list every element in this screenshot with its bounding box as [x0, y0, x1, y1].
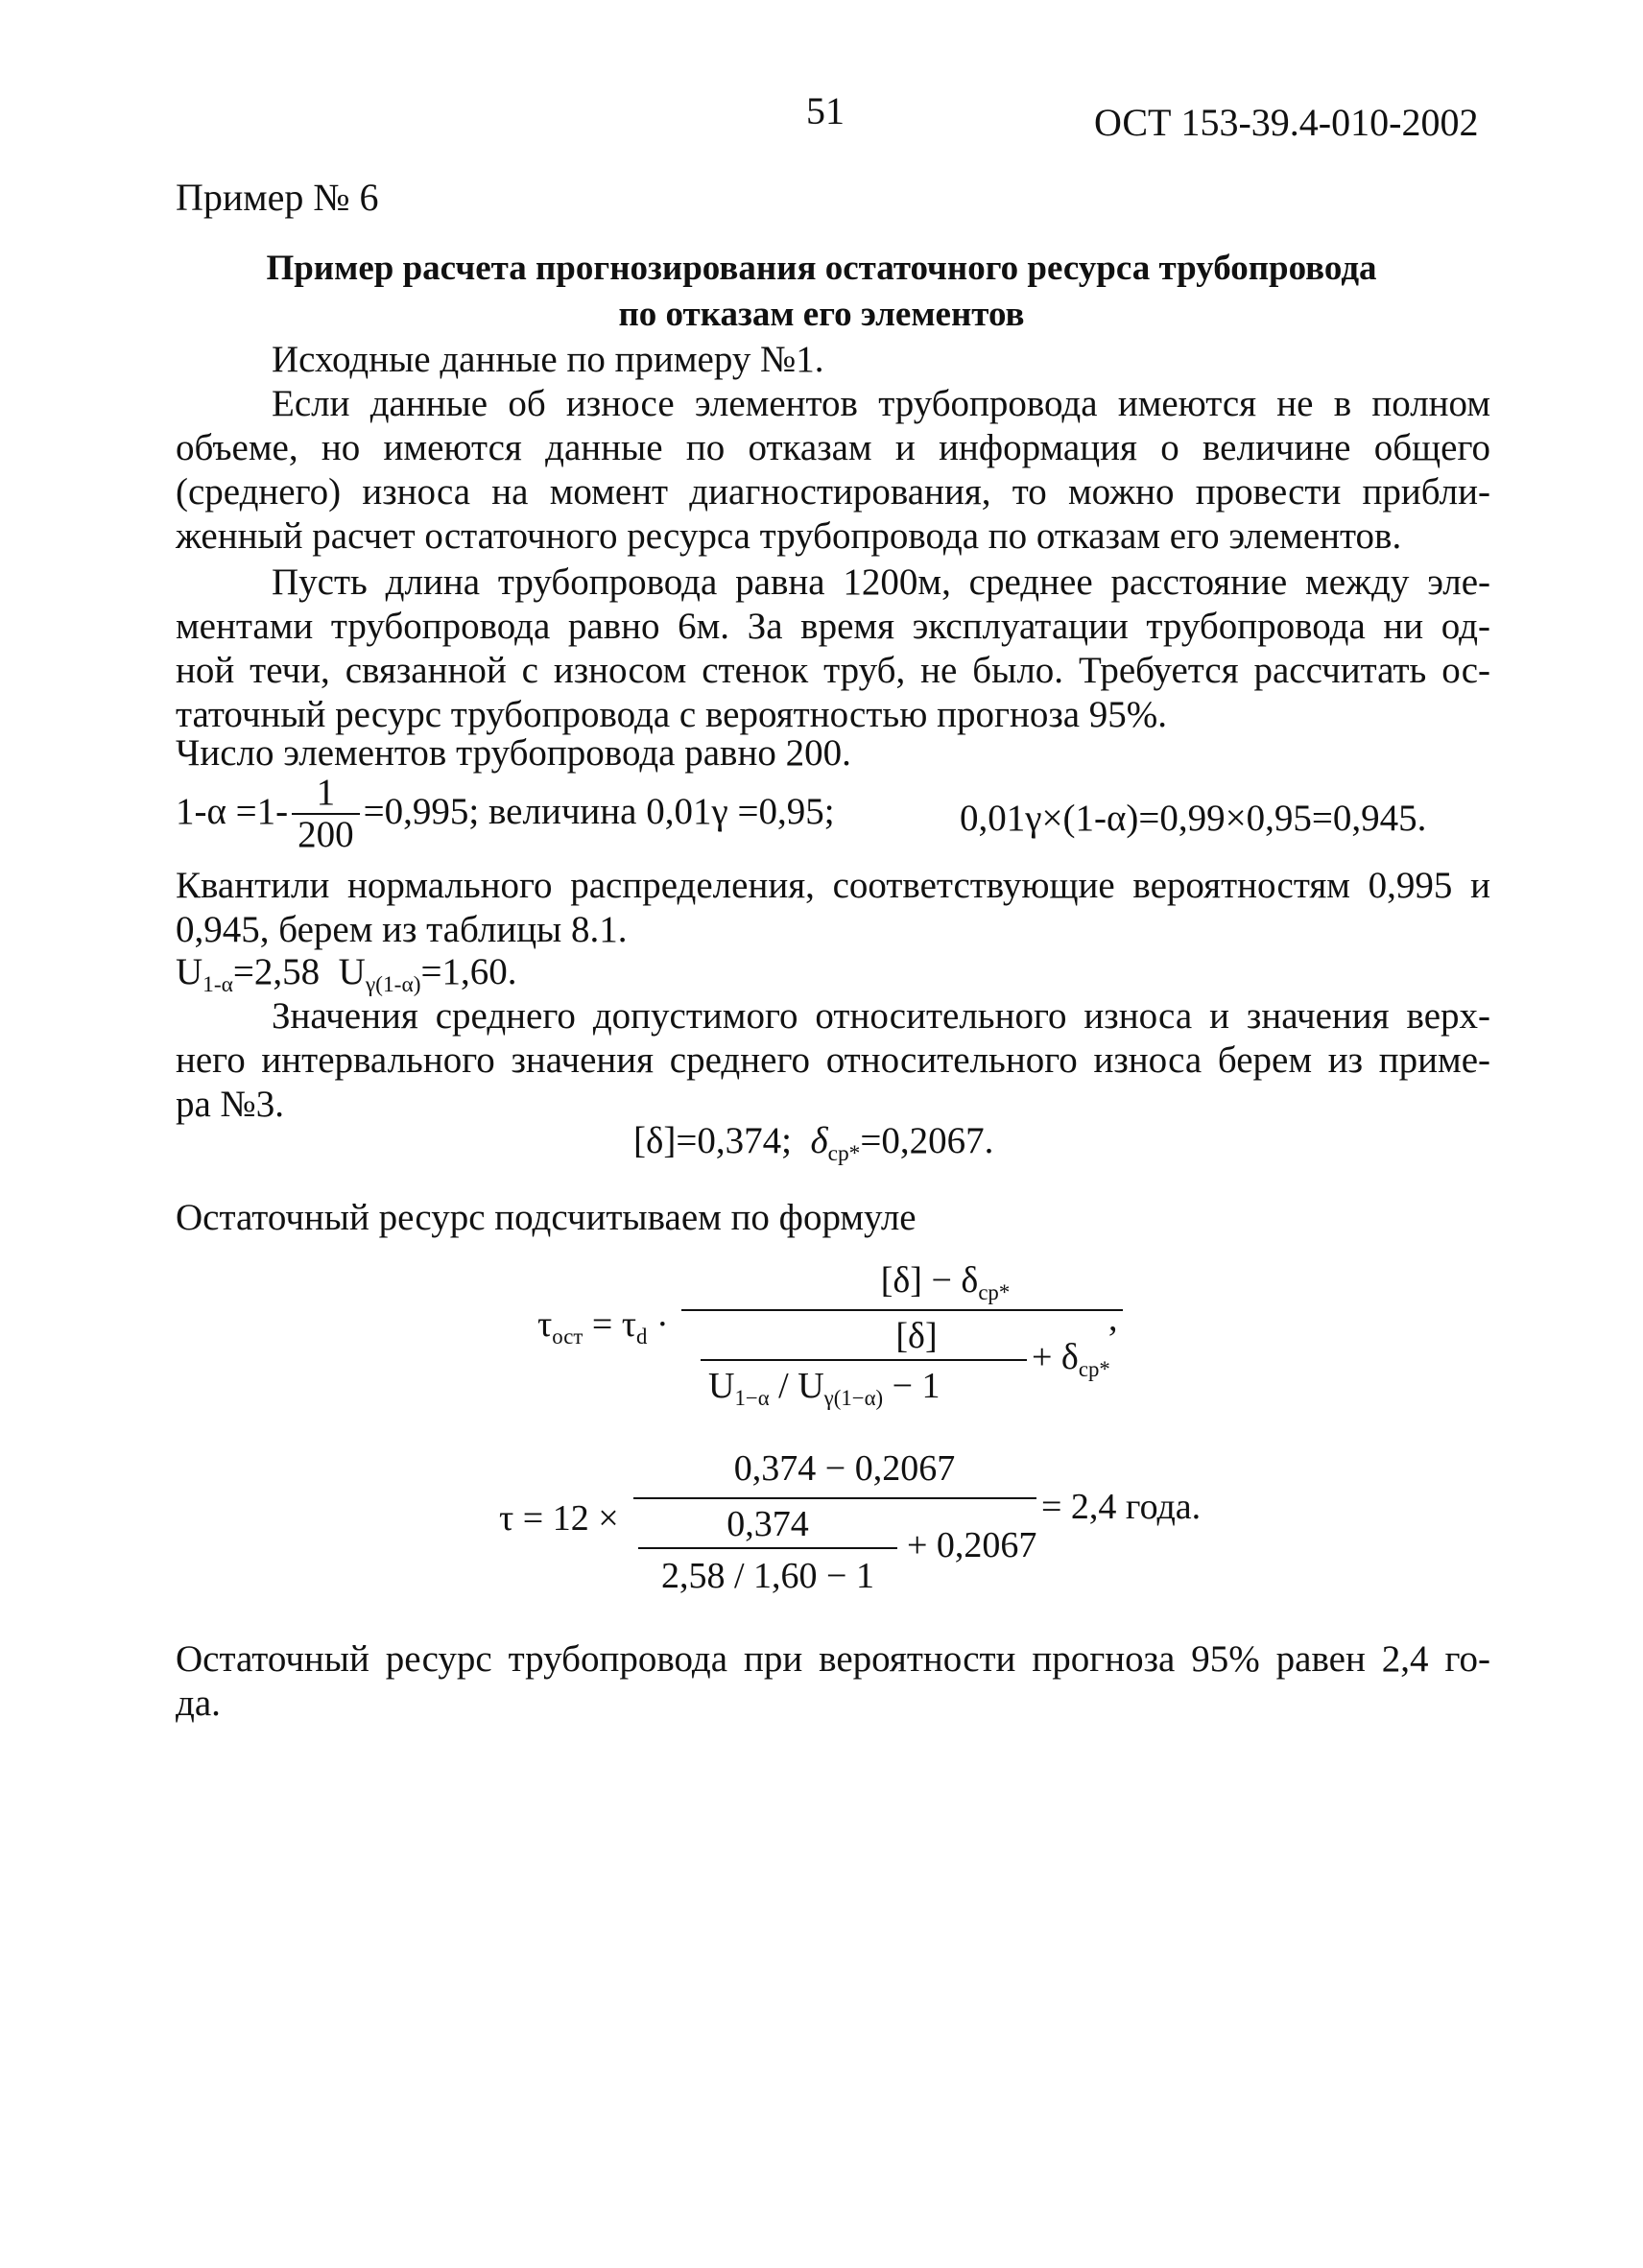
paragraph-line: объеме, но имеются данные по отказам и информация о величине общего [176, 427, 1490, 468]
fraction [292, 774, 360, 856]
substitution-lhs: τ = 12 × [499, 1498, 619, 1539]
u-subscript: γ(1−α) [823, 1385, 884, 1410]
substitution-fraction-bar [633, 1497, 1036, 1499]
numerator-text: [δ] − δ [880, 1260, 979, 1301]
u-subscript: 1−α [734, 1385, 770, 1410]
section-heading-line-1: Пример расчета прогнозирования остаточного ресурса трубопровода [266, 249, 1377, 288]
paragraph-line: Остаточный ресурс трубопровода при вероятности прогноза 95% равен 2,4 го- [176, 1638, 1490, 1680]
delta-allowed: [δ]=0,374; [633, 1120, 792, 1161]
paragraph-line: ментами трубопровода равно 6м. За время эксплуатации трубопровода ни од- [176, 606, 1490, 647]
plus-delta-text: + δ [1032, 1337, 1079, 1377]
u-value: =2,58 [232, 951, 321, 992]
paragraph-line: (среднего) износа на момент диагностирования, то можно провести прибли- [176, 471, 1490, 513]
conclusion-paragraph [176, 1637, 1490, 1726]
section-heading-line-2: по отказам его элементов [618, 295, 1025, 334]
plus-delta [1032, 1336, 1110, 1382]
paragraph-line: Значения среднего допустимого относительного износа и значения верх- [272, 995, 1490, 1037]
substitution-numerator: 0,374 − 0,2067 [733, 1448, 956, 1489]
fraction-denominator: 200 [292, 813, 360, 856]
alpha-formula-rhs: =0,995; величина 0,01γ =0,95; [363, 790, 835, 832]
paragraph-line: 0,945, берем из таблицы 8.1. [176, 909, 628, 950]
tau-d-symbol: = τ [591, 1304, 637, 1345]
paragraph-3 [176, 994, 1490, 1127]
delta-subscript: ср* [827, 1141, 861, 1167]
u-symbol: U [708, 1366, 735, 1406]
page-number: 51 [806, 89, 845, 132]
quantiles-paragraph [176, 864, 1490, 952]
u-symbol: U [338, 951, 366, 992]
document-code: ОСТ 153-39.4-010-2002 [1094, 101, 1479, 144]
substitution-inner-numerator: 0,374 [726, 1504, 809, 1544]
tau-d-subscript: d [636, 1324, 648, 1349]
initial-data-line: Исходные данные по примеру №1. [272, 339, 824, 380]
inner-fraction-bar [701, 1359, 1027, 1361]
substitution-inner-denominator: 2,58 / 1,60 − 1 [661, 1556, 874, 1596]
substitution-inner-bar [638, 1547, 897, 1549]
elements-count-line: Число элементов трубопровода равно 200. [176, 732, 851, 774]
u-symbol: U [176, 951, 203, 992]
formula-comma: , [1108, 1299, 1118, 1339]
tau-subscript: ост [552, 1324, 583, 1349]
alpha-formula-lhs: 1-α =1- [176, 790, 289, 832]
inner-denominator [708, 1365, 941, 1411]
u-subscript: γ(1-α) [365, 972, 421, 998]
gamma-product-formula: 0,01γ×(1-α)=0,99×0,95=0,945. [960, 798, 1427, 839]
example-label: Пример № 6 [176, 176, 379, 219]
paragraph-line: Если данные об износе элементов трубопровода имеются не в полном [272, 383, 1490, 424]
paragraph-line: ра №3. [176, 1084, 285, 1125]
paragraph-line: женный расчет остаточного ресурса трубопровода по отказам его элементов. [176, 515, 1402, 557]
u-subscript: 1-α [202, 972, 233, 998]
substitution-plus: + 0,2067 [907, 1525, 1037, 1565]
inner-numerator: [δ] [895, 1316, 938, 1356]
u-value: =1,60. [420, 951, 517, 992]
formula-intro: Остаточный ресурс подсчитываем по формуле [176, 1197, 917, 1238]
paragraph-line: таточный ресурс трубопровода с вероятностью прогноза 95%. [176, 694, 1168, 735]
delta-value: =0,2067. [860, 1120, 994, 1161]
paragraph-line: Пусть длина трубопровода равна 1200м, среднее расстояние между эле- [272, 561, 1490, 603]
main-fraction-bar [681, 1309, 1123, 1311]
plus-delta-subscript: ср* [1078, 1356, 1110, 1381]
paragraph-line: да. [176, 1683, 221, 1724]
formula-lhs [537, 1303, 669, 1349]
paragraph-2 [176, 561, 1490, 737]
slash-u: / U [769, 1366, 824, 1406]
numerator-subscript: ср* [978, 1279, 1011, 1304]
dot-operator: · [655, 1304, 669, 1345]
paragraph-line: ной течи, связанной с износом стенок труб, не было. Требуется рассчитать ос- [176, 650, 1490, 691]
formula-numerator [816, 1259, 1075, 1305]
numeric-substitution-formula [499, 1447, 1202, 1620]
tau-symbol: τ [537, 1304, 553, 1345]
delta-symbol: δ [810, 1120, 828, 1161]
paragraph-line: Квантили нормального распределения, соответствующие вероятностям 0,995 и [176, 865, 1490, 906]
residual-resource-formula [537, 1259, 1152, 1432]
alpha-formula [176, 774, 835, 856]
delta-values [633, 1119, 993, 1176]
fraction-numerator: 1 [316, 772, 336, 813]
paragraph-line: него интервального значения среднего относительного износа берем из приме- [176, 1039, 1490, 1081]
minus-one: − 1 [883, 1366, 941, 1406]
substitution-result: = 2,4 года. [1041, 1487, 1202, 1527]
paragraph-1 [176, 382, 1490, 559]
